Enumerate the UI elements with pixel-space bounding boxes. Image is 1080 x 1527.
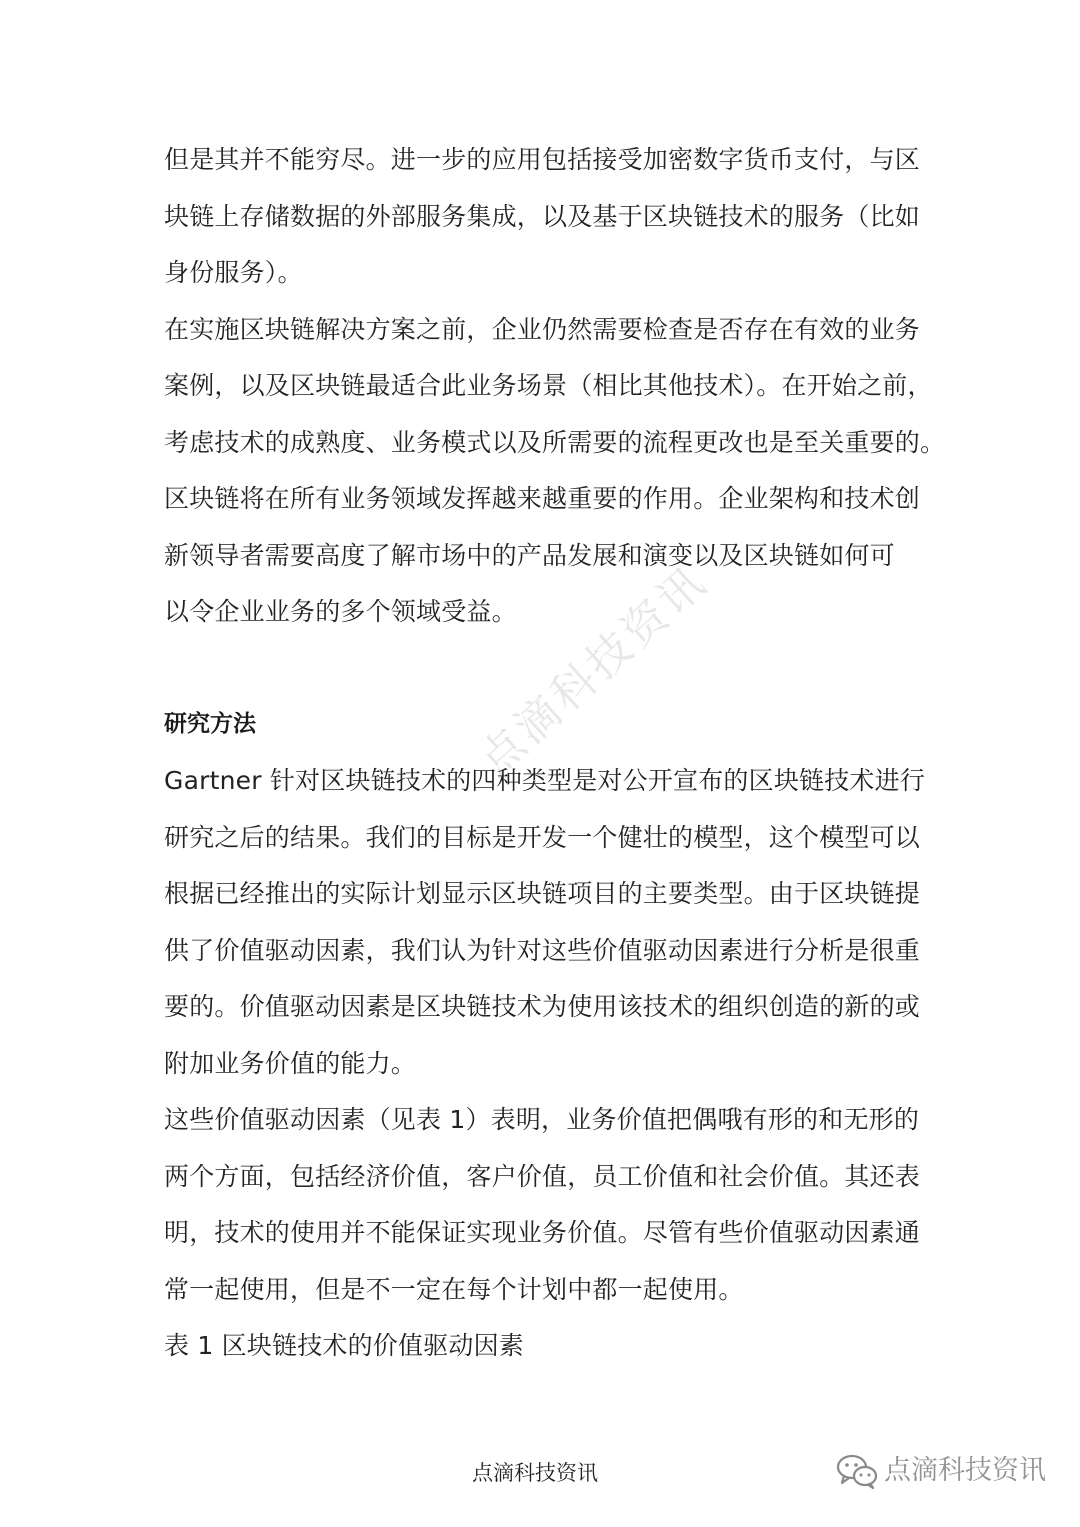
paragraph-line: 两个方面，包括经济价值，客户价值，员工价值和社会价值。其还表 bbox=[164, 1161, 921, 1191]
wechat-icon bbox=[836, 1453, 878, 1489]
paragraph-line: 在实施区块链解决方案之前，企业仍然需要检查是否存在有效的业务 bbox=[164, 314, 921, 344]
brand-mark bbox=[836, 1453, 1046, 1489]
paragraph-5 bbox=[164, 1092, 934, 1318]
brand-label: 点滴科技资讯 bbox=[884, 1455, 1046, 1486]
paragraph-3 bbox=[164, 471, 934, 641]
paragraph-line: 但是其并不能穷尽。进一步的应用包括接受加密数字货币支付，与区 bbox=[164, 145, 921, 174]
table-caption bbox=[164, 1318, 934, 1375]
paragraph-line: 案例，以及区块链最适合此业务场景（相比其他技术）。在开始之前， bbox=[164, 371, 933, 400]
section-heading: 研究方法 bbox=[164, 711, 256, 737]
page-footer: 点滴科技资讯 bbox=[472, 1461, 598, 1485]
paragraph-line: 新领导者需要高度了解市场中的产品发展和演变以及区块链如何可 bbox=[164, 540, 895, 570]
paragraph-2 bbox=[164, 302, 946, 472]
paragraph-line: Gartner 针对区块链技术的四种类型是对公开宣布的区块链技术进行 bbox=[164, 766, 926, 795]
paragraph-line: 研究之后的结果。我们的目标是开发一个健壮的模型，这个模型可以 bbox=[164, 822, 921, 852]
paragraph-line: 附加业务价值的能力。 bbox=[164, 1048, 417, 1078]
method-text-block bbox=[164, 753, 934, 1375]
paragraph-4 bbox=[164, 753, 934, 1092]
paragraph-line: 常一起使用，但是不一定在每个计划中都一起使用。 bbox=[164, 1274, 744, 1304]
paragraph-1 bbox=[164, 132, 934, 302]
paragraph-line: 要的。价值驱动因素是区块链技术为使用该技术的组织创造的新的或 bbox=[164, 992, 921, 1021]
paragraph-line: 以令企业业务的多个领域受益。 bbox=[164, 597, 517, 626]
paragraph-line: 区块链将在所有业务领域发挥越来越重要的作用。企业架构和技术创 bbox=[164, 484, 921, 513]
paragraph-line: 明，技术的使用并不能保证实现业务价值。尽管有些价值驱动因素通 bbox=[164, 1218, 921, 1247]
paragraph-line: 身份服务）。 bbox=[164, 258, 303, 287]
caption-line: 表 1 区块链技术的价值驱动因素 bbox=[164, 1331, 525, 1360]
paragraph-line: 根据已经推出的实际计划显示区块链项目的主要类型。由于区块链提 bbox=[164, 879, 921, 908]
paragraph-line: 这些价值驱动因素（见表 1）表明，业务价值把偶哦有形的和无形的 bbox=[164, 1105, 920, 1134]
paragraph-line: 供了价值驱动因素，我们认为针对这些价值驱动因素进行分析是很重 bbox=[164, 935, 921, 965]
intro-text-block bbox=[164, 132, 946, 641]
paragraph-line: 考虑技术的成熟度、业务模式以及所需要的流程更改也是至关重要的。 bbox=[164, 427, 946, 457]
watermark: 点滴科技资讯 bbox=[469, 555, 718, 787]
paragraph-line: 块链上存储数据的外部服务集成，以及基于区块链技术的服务（比如 bbox=[164, 201, 921, 231]
